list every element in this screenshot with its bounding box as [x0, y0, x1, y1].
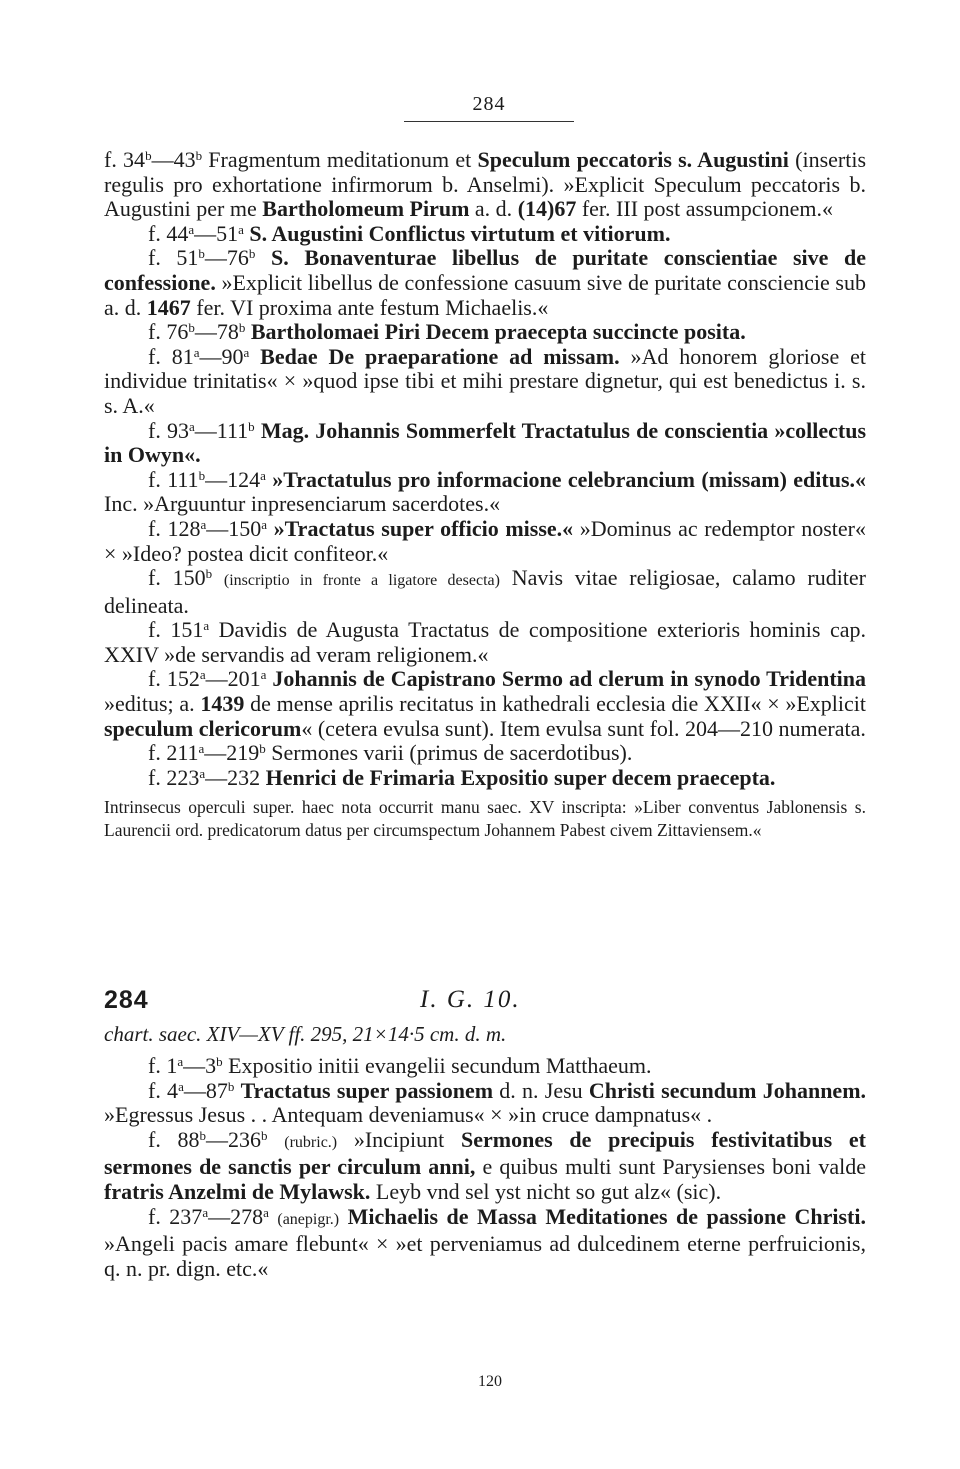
entry-text — [268, 1127, 285, 1152]
catalog-entry — [104, 419, 866, 468]
manuscript-description: chart. saec. XIV—XV ff. 295, 21×14·5 cm. d. m. — [104, 1022, 507, 1046]
catalog-entry — [104, 766, 866, 791]
folio-superscript: a — [198, 741, 205, 757]
entry-text: —51 — [194, 220, 239, 246]
entry-text: —219 — [204, 740, 260, 766]
entry-text: »Egressus Jesus . . Antequam deveniamus« × »in cruce dampnatus« . — [104, 1102, 713, 1128]
folio-superscript: b — [188, 320, 195, 336]
catalog-entry — [104, 246, 866, 320]
entry-text: —87 — [183, 1077, 228, 1103]
entry-text: Speculum peccatoris s. Augustini — [477, 147, 789, 172]
entry-text: fer. III post assumpcionem.« — [576, 196, 833, 222]
folio-superscript: a — [200, 516, 207, 532]
entry-text: f. 223 — [148, 764, 200, 790]
entry-number: 284 — [104, 986, 149, 1014]
entry-text: (anepigr.) — [277, 1210, 340, 1228]
folio-superscript: b — [238, 320, 246, 336]
entry-text: e quibus multi sunt Parysienses boni valde — [475, 1154, 866, 1180]
folio-superscript: a — [263, 1204, 269, 1220]
entry-text: —278 — [208, 1203, 264, 1229]
folio-superscript: b — [259, 741, 266, 757]
entry-text: »Explicit libellus de confessione casuum sive de puritate consciencie sub a. d. — [104, 269, 866, 320]
folio-superscript: a — [260, 467, 266, 483]
folio-superscript: b — [145, 148, 152, 163]
entry-text: »Ad honorem gloriose et individue trinitatis« × »quod ipse tibi et mihi prestare dignetur, qui est benedictus i. s. s. A.« — [104, 343, 867, 418]
folio-superscript: b — [198, 467, 206, 483]
entry-text: « (cetera evulsa sunt). Item evulsa sunt fol. 204—210 numerata. — [301, 715, 866, 741]
folio-superscript: a — [202, 1204, 209, 1220]
entry-text: »Tractatus super officio misse.« — [273, 515, 574, 541]
entry-text: f. 88 — [148, 1126, 200, 1152]
entry-text: Mag. Johannis Sommerfelt Tractatulus de conscientia »collectus in Owyn«. — [104, 417, 867, 468]
entry-text: f. 111 — [148, 466, 199, 492]
entry-header — [104, 988, 866, 1018]
entry-text: »Dominus ac redemptor noster« × »Ideo? postea dicit confiteor.« — [104, 515, 867, 566]
entry-text — [267, 516, 274, 541]
entry-text: Expositio initii evangelii secundum Matthaeum. — [222, 1053, 652, 1078]
entry-text — [668, 1204, 676, 1229]
folio-superscript: a — [260, 667, 267, 683]
entry-text — [212, 565, 224, 590]
entry-text: Davidis de Augusta Tractatus de compositione exterioris hominis cap. XXIV »de servandis ad veram religionem.« — [104, 617, 866, 667]
entry-text: Bartholomeum Pirum — [262, 196, 470, 222]
entry-text: »Incipiunt — [337, 1126, 461, 1152]
catalog-entries-284 — [104, 1054, 866, 1281]
folio-superscript: a — [261, 516, 268, 532]
entry-text: »editus; a. — [104, 691, 201, 717]
folio-superscript: a — [178, 1078, 184, 1094]
folio-superscript: b — [195, 148, 203, 163]
entry-text: (rubric.) — [284, 1133, 338, 1151]
entry-text — [255, 245, 271, 270]
entry-text: S. Augustini Conflictus virtutum et vitiorum. — [249, 220, 671, 246]
entry-text: Inc. »Arguuntur inpresenciarum sacerdotes.« — [104, 491, 501, 517]
entry-text: Tractatus super passionem — [240, 1077, 494, 1103]
page-number: 284 — [404, 92, 574, 122]
entry-text: f. 51 — [148, 245, 199, 271]
entry-text: f. 150 — [148, 565, 206, 591]
folio-superscript: a — [177, 1054, 184, 1069]
folio-superscript: a — [199, 667, 206, 683]
entry-text: Leyb vnd sel yst nicht so gut alz« (sic). — [370, 1178, 722, 1204]
catalog-entry — [104, 517, 866, 566]
shelfmark: I. G. 10. — [420, 986, 521, 1013]
folio-superscript: a — [243, 344, 250, 360]
entry-text: d. n. Jesu — [493, 1077, 589, 1103]
folio-superscript: a — [193, 344, 200, 360]
entry-text: —232 — [205, 764, 266, 790]
catalog-entry — [104, 222, 866, 247]
entry-text: f. 128 — [148, 515, 201, 541]
entry-text: de mense aprilis recitatus in kathedrali ecclesia die XXII« × »Explicit — [244, 691, 866, 717]
entry-text: Sermones varii (primus de sacerdotibus). — [265, 740, 633, 766]
entry-text: speculum clericorum — [104, 715, 302, 741]
entry-text — [339, 1204, 347, 1229]
entry-text: —201 — [205, 666, 261, 692]
entry-text: Henrici de Frimaria Expositio super decem praecepta. — [265, 764, 776, 790]
entry-text: 1439 — [200, 691, 245, 717]
folio-superscript: a — [238, 221, 244, 237]
folio-superscript: b — [227, 1078, 235, 1094]
folio-superscript: a — [199, 765, 206, 781]
entry-text: f. 152 — [148, 666, 200, 692]
entry-text — [249, 344, 260, 369]
entry-text: —43 — [151, 147, 196, 172]
entry-text: —236 — [206, 1126, 262, 1152]
catalog-entry — [104, 468, 866, 517]
catalog-entry — [104, 618, 866, 667]
entry-text: f. 81 — [148, 343, 194, 369]
entry-text: a. d. — [469, 196, 518, 222]
catalog-entries-283 — [104, 148, 866, 841]
entry-text: Michaelis de Massa Meditationes — [347, 1203, 668, 1229]
catalog-entry — [104, 741, 866, 766]
entry-text: f. 93 — [148, 417, 190, 443]
entry-text: 1467 — [146, 294, 191, 320]
entry-text: fratris Anzelmi de Mylawsk. — [104, 1178, 371, 1204]
catalog-entry — [104, 566, 866, 618]
catalog-entry — [104, 320, 866, 345]
entry-text: Christi secundum Johannem. — [588, 1077, 867, 1103]
entry-text: f. 1 — [148, 1053, 178, 1078]
entry-text: (insertis regulis pro exhortatione infirmorum b. Anselmi). »Explicit Speculum peccatoris b. Augustini per me — [104, 147, 867, 222]
entry-text: »Tractatulus pro informacione celebrancium (missam) editus.« — [272, 466, 867, 492]
entry-text: f. 44 — [148, 220, 189, 246]
catalog-entry — [104, 1079, 866, 1128]
entry-text: f. 4 — [148, 1077, 179, 1103]
entry-text: Navis vitae religiosae, calamo ruditer delineata. — [104, 565, 867, 618]
entry-text: »Angeli pacis amare flebunt« × »et perveniamus ad dulcedinem eterne perfruicionis, q. n. pr. dign. etc.« — [104, 1231, 866, 1281]
entry-text: (14)67 — [517, 196, 577, 222]
entry-text: S. Bonaventurae libellus de puritate conscientiae sive de confessione. — [104, 245, 866, 295]
entry-text: f. 237 — [148, 1203, 203, 1229]
catalog-entry — [104, 1054, 866, 1079]
folio-superscript: b — [261, 1127, 268, 1143]
entry-text: (inscriptio in fronte a ligatore desecta) — [223, 572, 500, 590]
entry-text: —78 — [194, 319, 239, 345]
binding-note: Intrinsecus operculi super. haec nota occurrit manu saec. XV inscripta: »Liber conventus Jablonensis s. Laurencii ord. predicatorum datus per circumspectum Johannem Pabest civem Zittaviensem.« — [104, 797, 866, 840]
entry-text: f. 151 — [148, 617, 204, 643]
entry-text: Fragmentum meditationum et — [202, 147, 478, 172]
folio-superscript: b — [205, 566, 213, 582]
folio-superscript: a — [203, 618, 210, 634]
entry-text: Bartholomaei Piri Decem praecepta succincte posita. — [250, 319, 746, 345]
folio-superscript: b — [198, 246, 205, 262]
folio-superscript: b — [216, 1054, 223, 1069]
entry-text: —90 — [199, 343, 244, 369]
entry-text: —150 — [206, 515, 262, 541]
entry-text: f. 76 — [148, 319, 189, 345]
catalog-entry — [104, 345, 866, 419]
entry-text: f. 211 — [148, 740, 199, 766]
entry-text: fer. VI proxima ante festum Michaelis.« — [190, 294, 549, 320]
catalog-entry — [104, 1128, 866, 1205]
entry-text: Bedae De praeparatione ad missam. — [260, 343, 620, 369]
folio-superscript: a — [189, 418, 195, 434]
entry-text: Sermones de precipuis festivitatibus et sermones de sanctis per circulum anni, — [104, 1126, 866, 1180]
folio-superscript: b — [199, 1127, 207, 1143]
entry-text: de passione Christi. — [676, 1203, 866, 1229]
catalog-entry — [104, 667, 866, 741]
entry-text: Johannis de Capistrano Sermo ad clerum in synodo Tridentina — [272, 666, 866, 692]
entry-text: —76 — [204, 245, 249, 271]
folio-superscript: a — [188, 221, 195, 237]
entry-text: f. 34 — [104, 147, 146, 172]
entry-text: —111 — [194, 417, 249, 443]
entry-text: —3 — [183, 1053, 217, 1078]
folio-superscript: b — [248, 418, 255, 434]
footer-page-number: 120 — [478, 1373, 502, 1390]
entry-text: —124 — [205, 466, 261, 492]
catalog-entry — [104, 1205, 866, 1282]
catalog-entry — [104, 148, 866, 222]
folio-superscript: b — [248, 246, 256, 262]
